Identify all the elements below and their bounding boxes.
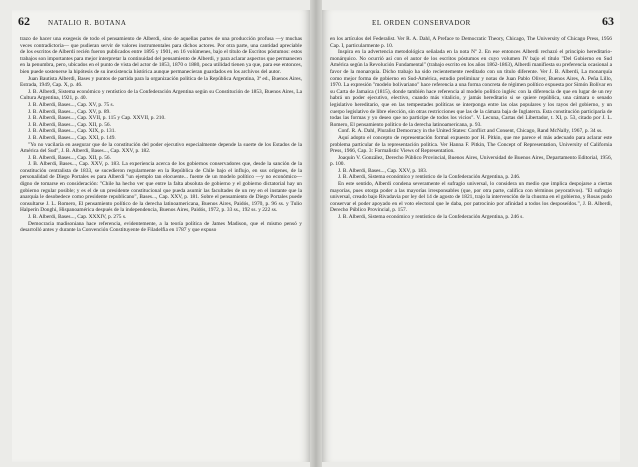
right-page xyxy=(322,10,620,462)
left-running-head: NATALIO R. BOTANA xyxy=(48,19,127,27)
footnote: Aquí adopto el concepto de representación formal expuesto por H. Pitkin, que me parece el más adecuado para aclarar este problema particular de la representación política. Ver Hanna F. Pitkin, The Concept of Representation, University of California Press, 1966, Cap. 3: Formalistic Views of Representation. xyxy=(330,134,612,155)
paragraph: en los artículos del Federalist. Ver R. A. Dahl, A Preface to Democratic Theory, Chicago, The University of Chicago Press, 1956 Cap. I, particularmente p. 10. xyxy=(330,36,612,49)
footnote: J. B. Alberdi, Bases..., Cap. XV, p. 75 s. xyxy=(28,101,115,108)
footnote: J. B. Alberdi, Bases..., Cap. XII, p. 56. xyxy=(28,154,111,161)
footnote: J. B. Alberdi, Sistema económico y rentístico de la Confederación Argentina según su Constitución de 1853, Buenos Aires, La Cultura Argentina, 1921, p. 40. xyxy=(20,88,302,102)
right-page-header xyxy=(328,14,614,36)
left-page xyxy=(12,10,310,462)
footnote: J. B. Alberdi, Bases..., Cap. XVII, p. 115 y Cap. XXVII, p. 210. xyxy=(28,115,166,122)
footnote: Conf. R. A. Dahl, Pluralist Democracy in the United States: Conflict and Consent, Chicago, Rand McNally, 1967, p. 34 ss. xyxy=(338,128,603,135)
footnote: J. B. Alberdi, Bases..., Cap. XXXIV, p. 275 s. xyxy=(28,214,127,221)
left-page-header xyxy=(18,14,304,36)
footnote: "Yo no vacilaría en asegurar que de la constitución del poder ejecutivo especialmente depende la suerte de los Estados de la América del Sud", J. B. Alberdi, Bases..., Cap. XXV, p. 182. xyxy=(20,141,302,155)
right-running-head: EL ORDEN CONSERVADOR xyxy=(372,19,471,27)
paragraph: trazo de hacer una exegesis de todo el pensamiento de Alberdi, sino de aquellas partes de una producción profusa —y muchas veces contradictoria— que pudieran servir de valores instrumentales para dichos actores. Por otra parte, una cantidad apreciable de los escritos de Alberdi recién fueron publicados entre 1895 y 1901, en 16 volúmenes, bajo el título de Escritos póstumos: estos trabajos son importantes para mejor interpretar la continuidad del pensamiento de Alberdi, y para aclarar aspectos que permanecen en la penumbra, pero, ubicados en el punto de vista del actor de 1853, 1870 o 1880, poca utilidad tienen ya que, para ese entonces, bien puede sostenerse la hipótesis de su inexistencia histórica aunque permanecieran guardados en los archivos del autor. xyxy=(20,36,302,75)
footnote: Joaquín V. González, Derecho Público Provincial, Buenos Aires, Universidad de Buenos Aires, Departamento Editorial, 1956, p. 100. xyxy=(330,154,612,168)
footnote: J. B. Alberdi, Bases..., Cap. XXI, p. 149. xyxy=(28,134,116,141)
right-page-body xyxy=(330,36,612,221)
footnote: J. B. Alberdi, Bases..., Cap. XV, p. 89. xyxy=(28,108,111,115)
footnote: Juan Bautista Alberdi, Bases y puntos de partida para la organización política de la República Argentina, 3ª ed., Buenos Aires, Estrada, 1949, Cap. X, p. 46. xyxy=(20,75,302,89)
footnote: J. B. Alberdi, Sistema económico y rentístico de la Confederación Argentina, p. 246. xyxy=(338,174,521,181)
left-page-body xyxy=(20,36,302,234)
footnote: J. B. Alberdi, Bases..., Cap. XXV, p. 183. La experiencia acerca de los gobiernos conservadores que, desde la sanción de la constitución centralista de 1833, se sucedieron regularmente en la República de Chile bajo el influjo, en sus orígenes, de la personalidad de Diego Portales es para Alberdi "un ejemplo tan elocuente... fuente de un modelo político —y no económico— digno de tomarse en consideración: "Chile ha hecho ver que entre la falta absoluta de gobierno y el gobierno dictatorial hay un gobierno regular posible; y es el de un presidente constitucional que pueda asumir las facultades de un rey en el instante que la anarquía le desobedece como presidente republicano", Bases..., Cap. XXV, p. 181. Sobre el pensamiento de Diego Portales puede consultarse J. L. Romero, El pensamiento político de la derecha latinoamericana, Buenos Aires, Paidós, 1970, p. 96 ss. y Tulio Halperín Donghi, Hispanoamérica después de la independencia, Buenos Aires, Paidós, 1972, p. 33 ss., 192 ss. y 222 ss. xyxy=(20,161,302,214)
footnote: J. B. Alberdi, Bases..., Cap. XXV, p. 183. xyxy=(338,167,428,174)
footnote: Democracia madisoniana hace referencia, evidentemente, a la teoría política de James Madison, que el mismo pensó y desarrolló antes y durante la Convención Constituyente de Filadelfia en 1787 y que expuso xyxy=(20,220,302,234)
footnote: En este sentido, Alberdi condena severamente el sufragio universal, lo considera un medio que implica despojarse a ciertas mayorías, pues otorga poder a las mayorías irresponsables (que, por otra parte, califica con términos peyorativos). "El sufragio universal, creado bajo Rivadavia por ley del 14 de agosto de 1821, trajo la intervención de la chusma en el gobierno, y Rosas pudo conservar el poder apoyado en el voto electoral que le daba, por patrocinio por afinidad a todos los desposeídos.", J. B. Alberdi, Derecho Público Provincial, p. 157. xyxy=(330,181,612,214)
footnote: J. B. Alberdi, Bases..., Cap. XII, p. 56. xyxy=(28,121,111,128)
footnote: Inspira en la advertencia metodológica señalada en la nota Nº 2. En ese entonces Alberdi rechazó el principio hereditario-monárquico. No ocurrió así con el autor de los escritos póstumos en cuyo volumen IV bajo el título "Del Gobierno en Sud América según la Revolución Fundamental" (trabajo escrito en los años 1862-1863), Alberdi manifiesta su preferencia ocasional a favor de la monarquía. Dicho trabajo ha sido recientemente reeditado con un título diferente. Ver J. B. Alberdi, La monarquía como mejor forma de gobierno en Sud-América, estudio preliminar y notas de Juan Pablo Oliver, Buenos Aires, A. Peña Lillo, 1970. La expresión "modelo bolivariano" hace referencia a una forma concreta de régimen político expuesta por Simón Bolívar en su Carta de Jamaica (1815), donde también hace referencia al modelo político inglés: con la diferencia de que en lugar de un rey habrá un poder ejecutivo, electivo, cuando más vitalicio, y jamás hereditario si se quiere república, una cámara o senado legislativo hereditario, que en las tempestades políticas se interponga entre las olas populares y los rayos del gobierno, y un cuerpo legislativo de libre elección, sin otras restricciones que las de la cámara baja de Inglaterra. Esta constitución participaría de todas las formas y yo deseo que no participe de todos los vicios". V. Lecuna, Cartas del Libertador, t. XI, p. 53, citado por J. L. Romero, El pensamiento político de la derecha latinoamericana, p. 93. xyxy=(330,49,612,128)
right-page-number: 63 xyxy=(602,14,614,28)
left-page-number: 62 xyxy=(18,14,30,28)
footnote: J. B. Alberdi, Bases..., Cap. XIX, p. 131. xyxy=(28,128,116,135)
book-gutter xyxy=(310,0,322,467)
footnote: J. B. Alberdi, Sistema económico y rentístico de la Confederación Argentina, p. 246 s. xyxy=(338,214,524,221)
